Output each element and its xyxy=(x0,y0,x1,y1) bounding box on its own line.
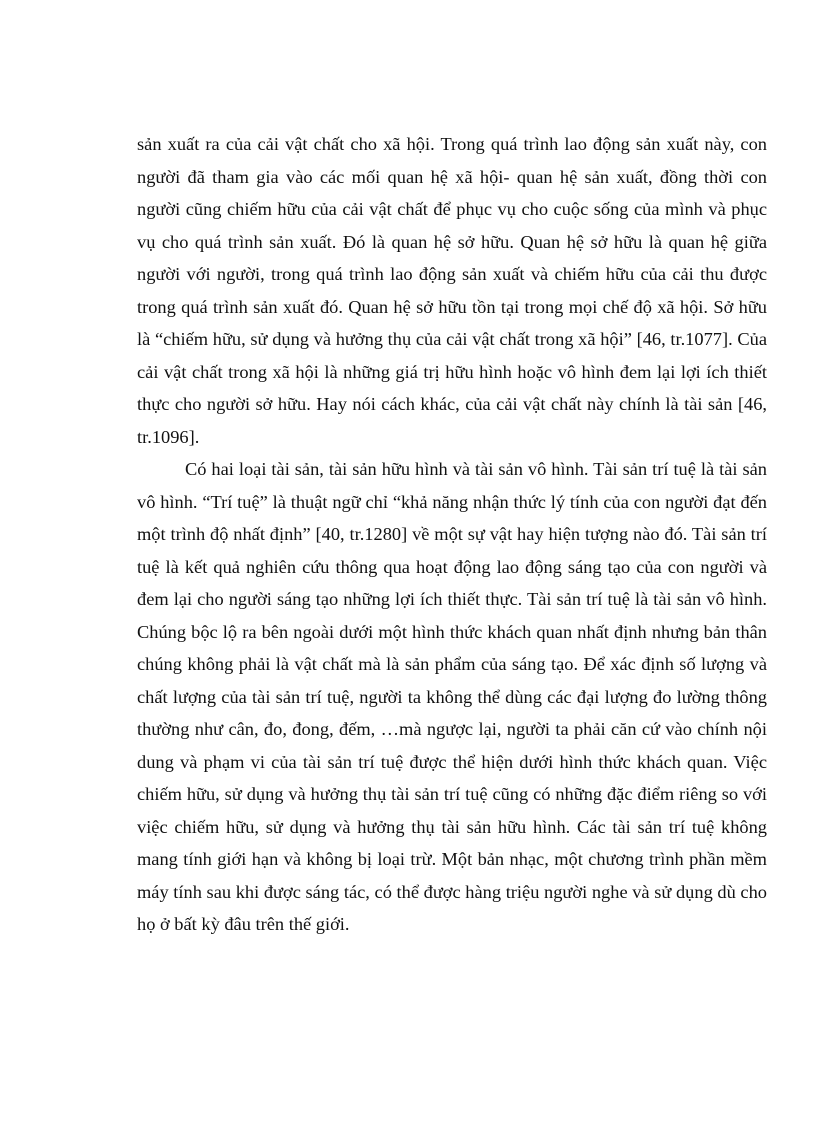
paragraph-ownership: sản xuất ra của cải vật chất cho xã hội. Trong quá trình lao động sản xuất này, con người đã tham gia vào các mối quan hệ xã hội- quan hệ sản xuất, đồng thời con người cũng chiếm hữu của cải vật chất để phục vụ cho cuộc sống của mình và phục vụ cho quá trình sản xuất. Đó là quan hệ sở hữu. Quan hệ sở hữu là quan hệ giữa người với người, trong quá trình lao động sản xuất và chiếm hữu của cải thu được trong quá trình sản xuất đó. Quan hệ sở hữu tồn tại trong mọi chế độ xã hội. Sở hữu là “chiếm hữu, sử dụng và hưởng thụ của cải vật chất trong xã hội” [46, tr.1077]. Của cải vật chất trong xã hội là những giá trị hữu hình hoặc vô hình đem lại lợi ích thiết thực cho người sở hữu. Hay nói cách khác, của cải vật chất này chính là tài sản [46, tr.1096]. xyxy=(137,134,767,447)
paragraph-intellectual-property: Có hai loại tài sản, tài sản hữu hình và tài sản vô hình. Tài sản trí tuệ là tài sản vô hình. “Trí tuệ” là thuật ngữ chỉ “khả năng nhận thức lý tính của con người đạt đến một trình độ nhất định” [40, tr.1280] về một sự vật hay hiện tượng nào đó. Tài sản trí tuệ là kết quả nghiên cứu thông qua hoạt động lao động sáng tạo của con người và đem lại cho người sáng tạo những lợi ích thiết thực. Tài sản trí tuệ là tài sản vô hình. Chúng bộc lộ ra bên ngoài dưới một hình thức khách quan nhất định nhưng bản thân chúng không phải là vật chất mà là sản phẩm của sáng tạo. Để xác định số lượng và chất lượng của tài sản trí tuệ, người ta không thể dùng các đại lượng đo lường thông thường như cân, đo, đong, đếm, …mà ngược lại, người ta phải căn cứ vào chính nội dung và phạm vi của tài sản trí tuệ được thể hiện dưới hình thức khách quan. Việc chiếm hữu, sử dụng và hưởng thụ tài sản trí tuệ cũng có những đặc điểm riêng so với việc chiếm hữu, sử dụng và hưởng thụ tài sản hữu hình. Các tài sản trí tuệ không mang tính giới hạn và không bị loại trừ. Một bản nhạc, một chương trình phần mềm máy tính sau khi được sáng tác, có thể được hàng triệu người nghe và sử dụng dù cho họ ở bất kỳ đâu trên thế giới. xyxy=(137,459,767,934)
body-text xyxy=(137,128,767,941)
